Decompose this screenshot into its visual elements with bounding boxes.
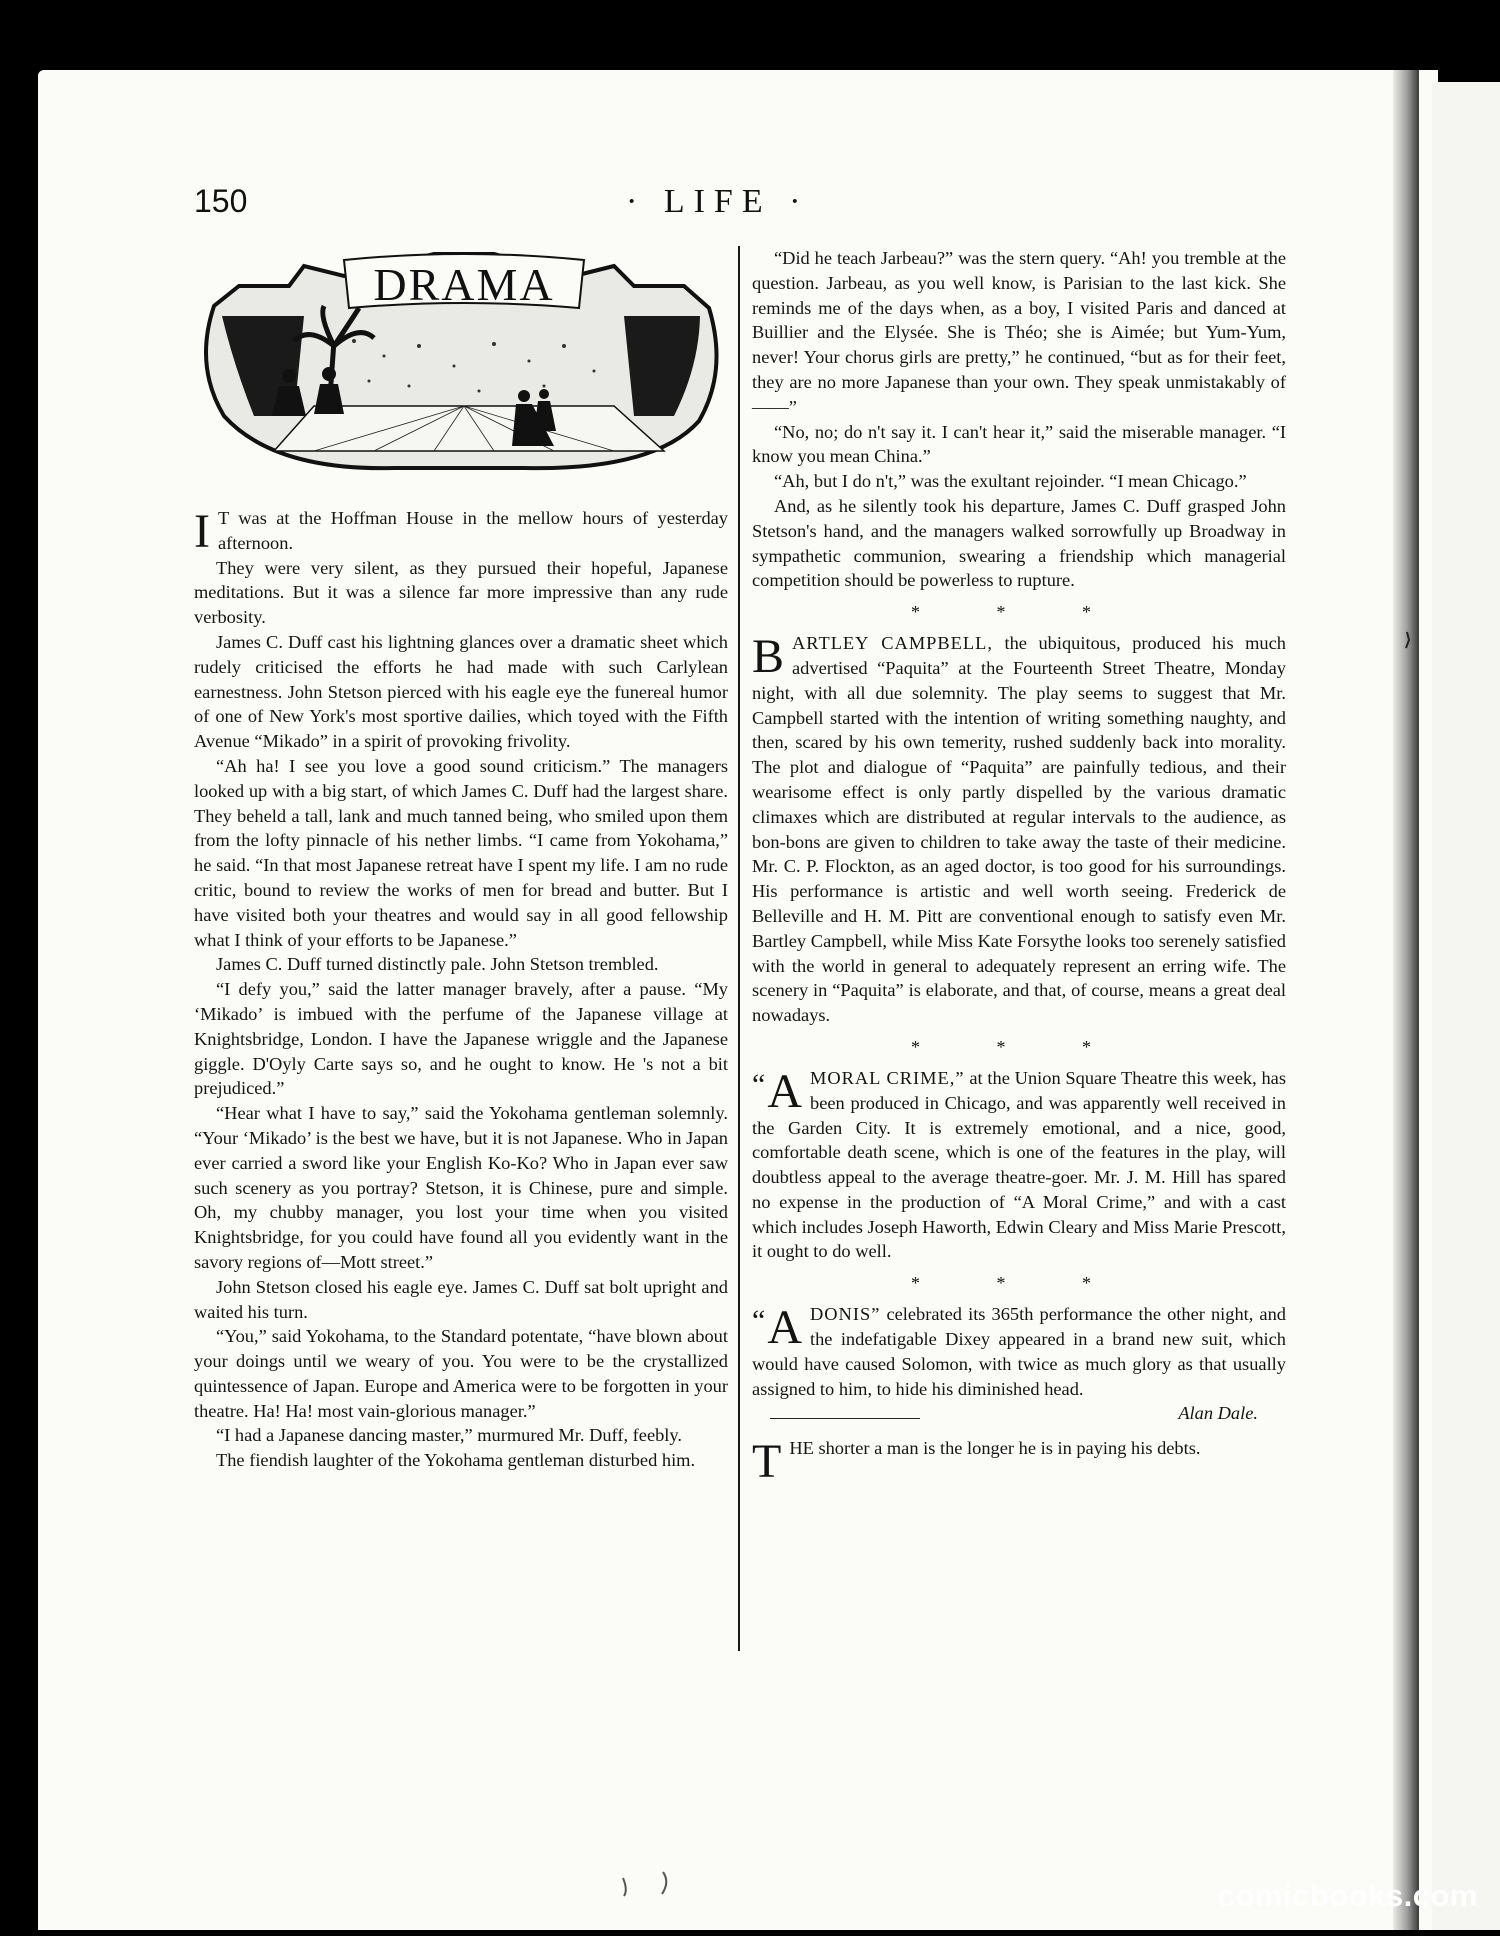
drop-cap: A	[767, 1064, 802, 1118]
lead-caps: MORAL CRIME,”	[810, 1067, 965, 1088]
opening-quote: “	[752, 1067, 766, 1101]
paragraph: James C. Duff cast his lightning glances over a dramatic sheet which rudely criticised the efforts he had made with such Carlylean earnestness. John Stetson pierced with his eagle eye the funereal humor of one of New York's most sportive dailies, which toyed with the Fifth Avenue “Mikado” in a spirit of provoking frivolity.	[194, 631, 728, 752]
byline-rule	[770, 1418, 920, 1419]
paragraph: “Ah, but I do n't,” was the exultant rejoinder. “I mean Chicago.”	[774, 471, 1247, 492]
epigram: THE shorter a man is the longer he is in paying his debts.	[752, 1435, 1201, 1489]
lead-caps: DONIS”	[810, 1304, 881, 1325]
drama-header-illustration	[194, 246, 728, 476]
drop-cap: I	[194, 505, 210, 558]
paragraph: “No, no; do n't say it. I can't hear it,” said the miserable manager. “I know you mean China.”	[752, 421, 1286, 467]
magazine-title: · LIFE ·	[626, 183, 810, 220]
paragraph: “Did he teach Jarbeau?” was the stern query. “Ah! you tremble at the question. Jarbeau, as you well know, is Parisian to the last kick. She reminds me of the days when, as a boy, I visited Paris and danced at Buillier and the Elysée. She is Théo; she is Aimée; but Yum-Yum, never! Your chorus girls are pretty,” he continued, “but as for their feet, they are no more Japanese than your own. They speak unmistakably of——”	[752, 248, 1286, 417]
paragraph: James C. Duff turned distinctly pale. John Stetson trembled.	[216, 954, 659, 975]
ink-speck	[1400, 630, 1414, 650]
lead-caps: ARTLEY CAMPBELL,	[792, 633, 993, 654]
paragraph: They were very silent, as they pursued their hopeful, Japanese meditations. But it was a silence far more impressive than any rude verbosity.	[194, 557, 728, 628]
section-separator: * * *	[911, 1036, 1127, 1057]
paragraph: “I defy you,” said the latter manager bravely, after a pause. “My ‘Mikado’ is imbued with the perfume of the Japanese village at Knightsbridge, London. I have the Japanese wriggle and the Japanese giggle. D'Oyly Carte says so, and he ought to know. He 's not a bit prejudiced.”	[194, 979, 728, 1099]
paragraph: The fiendish laughter of the Yokohama gentleman disturbed him.	[216, 1450, 696, 1471]
left-column	[194, 246, 728, 1473]
paragraph: “You,” said Yokohama, to the Standard potentate, “have blown about your doings until we weary of you. You were to be the crystallized quintessence of Japan. Europe and America were to be forgotten in your theatre. Ha! Ha! most vain-glorious manager.”	[194, 1326, 728, 1421]
paragraph: “I had a Japanese dancing master,” murmured Mr. Duff, feebly.	[216, 1425, 683, 1446]
column-divider	[738, 246, 740, 1651]
section-separator: * * *	[911, 1273, 1127, 1294]
paragraph: “Hear what I have to say,” said the Yokohama gentleman solemnly. “Your ‘Mikado’ is the best we have, but it is not Japanese. Who in Japan ever carried a sword like your English Ko-Ko? Who in Japan ever saw such scenery as you portray? Stetson, it is Chinese, pure and simple. Oh, my chubby manager, you lost your time when you visited Knightsbridge, for you could have found all you evidently want in the savory regions of—Mott street.”	[194, 1103, 728, 1272]
drop-cap: A	[767, 1301, 802, 1355]
right-column	[752, 246, 1286, 1489]
page-gutter-shadow	[1393, 70, 1419, 1930]
campbell-review: BARTLEY CAMPBELL, the ubiquitous, produced his much advertised “Paquita” at the Fourteenth Street Theatre, Monday night, with all due solemnity. The play seems to suggest that Mr. Campbell started with the intention of writing something naughty, and then, scared by his own temerity, rushed suddenly back into morality. The plot and dialogue of “Paquita” are painfully tedious, and their wearisome effect is only partly dispelled by the various dramatic climaxes which are distributed at regular intervals to the audience, as bon-bons are given to children to take away the taste of their medicine. Mr. C. P. Flockton, as an aged doctor, is too good for his surroundings. His performance is artistic and well worth seeing. Frederick de Belleville and H. M. Pitt are conventional enough to satisfy even Mr. Bartley Campbell, while Miss Kate Forsythe looks too serenely satisfied with the world in general to adequately represent an erring wife. The scenery in “Paquita” is elaborate, and that, of course, means a great deal nowadays.	[752, 630, 1286, 1026]
drop-cap: T	[752, 1435, 782, 1489]
paragraph: John Stetson closed his eagle eye. James C. Duff sat bolt upright and waited his turn.	[194, 1276, 728, 1322]
drop-cap: B	[752, 630, 785, 684]
section-separator: * * *	[911, 602, 1127, 623]
page-header	[0, 183, 1500, 229]
paragraph: And, as he silently took his departure, James C. Duff grasped John Stetson's hand, and the managers walked sorrowfully up Broadway in sympathetic communion, swearing a friendship which managerial competition should be powerless to rupture.	[752, 495, 1286, 591]
paragraph: “Ah ha! I see you love a good sound criticism.” The managers looked up with a big start, of which James C. Duff had the largest share. They beheld a tall, lank and much tanned being, who smiled upon them from the lofty pinnacle of his nether limbs. “I came from Yokohama,” he said. “In that most Japanese retreat have I spent my life. I am no rude critic, bound to review the works of men for bread and butter. But I have visited both your theatres and would say in all good fellowship what I think of your efforts to be Japanese.”	[194, 755, 728, 950]
byline	[752, 1401, 1286, 1426]
paragraph: I T was at the Hoffman House in the mellow hours of yesterday afternoon.	[194, 505, 728, 558]
author-signature: Alan Dale.	[1178, 1403, 1258, 1424]
watermark: comicbooks.com	[1217, 1878, 1478, 1913]
page-number: 150	[194, 183, 248, 219]
scratch-mark	[618, 1868, 678, 1898]
drama-title-lettering: DRAMA	[373, 259, 555, 310]
opening-quote: “	[752, 1304, 766, 1338]
adonis-review: “ A DONIS” celebrated its 365th performance the other night, and the indefatigable Dixey appeared in a brand new suit, which would have caused Solomon, with twice as much glory as that usually assigned to him, to hide his diminished head.	[752, 1301, 1286, 1399]
moral-crime-review: “ A MORAL CRIME,” at the Union Square Theatre this week, has been produced in Chicago, and was apparently well received in the Garden City. It is extremely emotional, and a nice, good, comfortable death scene, which is one of the features in the play, will doubtless appeal to the average theatre-goer. Mr. J. M. Hill has spared no expense in the production of “A Moral Crime,” and with a cast which includes Joseph Haworth, Edwin Cleary and Miss Marie Prescott, it ought to do well.	[752, 1064, 1286, 1262]
facing-page-edge	[1432, 82, 1500, 1930]
